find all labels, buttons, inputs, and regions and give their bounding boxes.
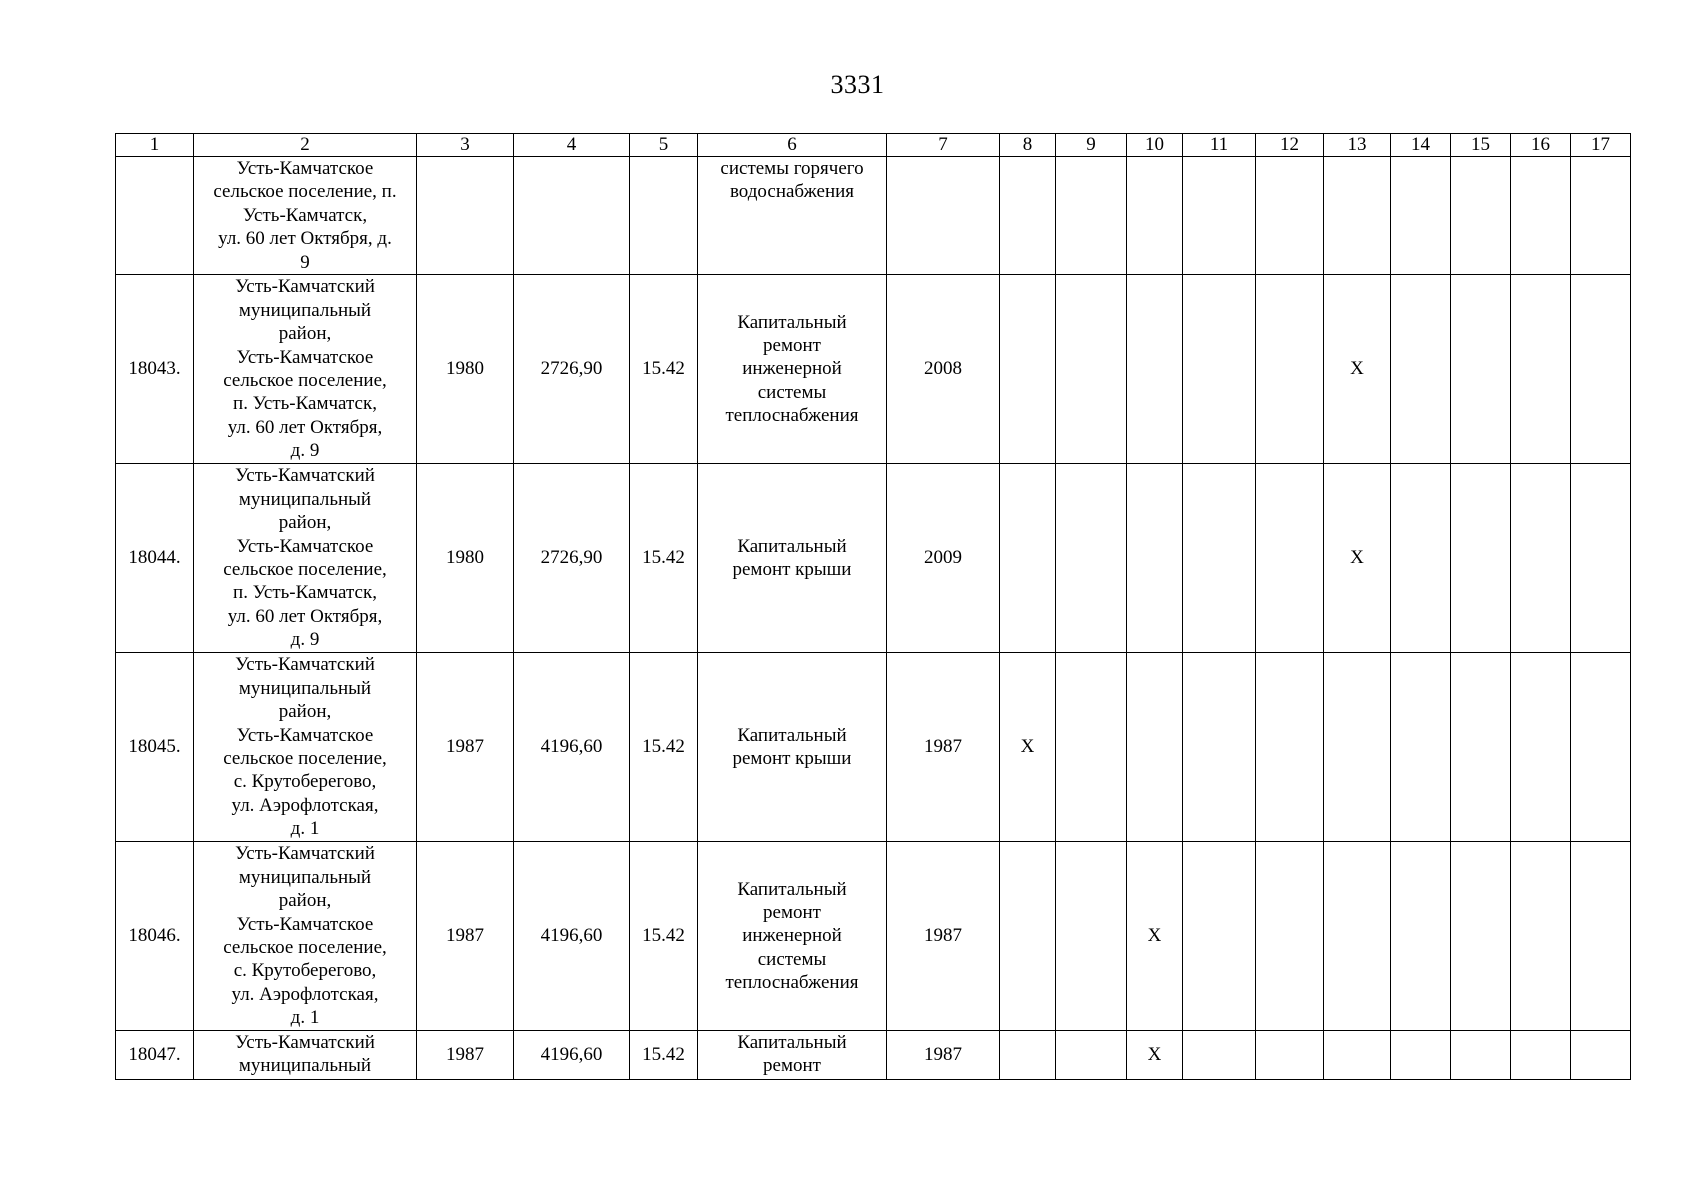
mark-cell <box>1451 1031 1511 1080</box>
code-cell <box>630 1031 698 1080</box>
mark-cell <box>1571 1031 1631 1080</box>
row-number <box>116 653 194 842</box>
construction-year-cell-text: 1987 <box>446 736 484 758</box>
code-cell <box>630 464 698 653</box>
row-number <box>116 157 194 275</box>
mark-cell <box>1256 1031 1324 1080</box>
column-header: 12 <box>1256 134 1324 157</box>
mark-cell <box>1056 464 1127 653</box>
mark-cell: X <box>1127 842 1183 1031</box>
column-header: 7 <box>887 134 1000 157</box>
repair-register-table <box>115 133 1631 1080</box>
address-cell-text: Усть-Камчатский муниципальный район, Усть-Камчатское сельское поселение, п. Усть-Камчатск, ул. 60 лет Октября, д. 9 <box>223 465 387 651</box>
address-cell-text: Усть-Камчатское сельское поселение, п. Усть-Камчатск, ул. 60 лет Октября, д. 9 <box>213 158 397 273</box>
mark-cell: X <box>1324 275 1391 464</box>
mark-cell <box>1056 157 1127 275</box>
mark-cell <box>1571 275 1631 464</box>
area-cell <box>514 275 630 464</box>
area-cell <box>514 464 630 653</box>
construction-year-cell-text: 1980 <box>446 547 484 569</box>
work-type-cell-text: Капитальный ремонт инженерной системы теплоснабжения <box>725 878 859 994</box>
row-number <box>116 464 194 653</box>
work-type-cell-text: Капитальный ремонт крыши <box>732 535 852 581</box>
mark-cell <box>1451 653 1511 842</box>
mark-cell <box>1511 1031 1571 1080</box>
construction-year-cell-text: 1980 <box>446 358 484 380</box>
mark-cell: X <box>1127 1031 1183 1080</box>
mark-cell <box>1183 842 1256 1031</box>
code-cell-text: 15.42 <box>642 1044 685 1066</box>
row-number-text: 18047. <box>128 1044 181 1066</box>
address-cell <box>194 464 417 653</box>
work-year-cell-text: 2009 <box>924 547 962 569</box>
table-row <box>116 653 1631 842</box>
mark-cell <box>1000 464 1056 653</box>
work-year-cell <box>887 275 1000 464</box>
mark-cell <box>1391 842 1451 1031</box>
work-type-cell <box>698 275 887 464</box>
mark-cell <box>1000 157 1056 275</box>
work-year-cell-text: 1987 <box>924 925 962 947</box>
column-header: 15 <box>1451 134 1511 157</box>
mark-cell <box>1256 653 1324 842</box>
mark-cell <box>1324 842 1391 1031</box>
row-number <box>116 842 194 1031</box>
mark-cell <box>1571 157 1631 275</box>
mark-cell <box>1511 842 1571 1031</box>
column-header: 4 <box>514 134 630 157</box>
mark-cell <box>1571 653 1631 842</box>
mark-cell <box>1183 1031 1256 1080</box>
code-cell-text: 15.42 <box>642 358 685 380</box>
mark-cell: X <box>1324 464 1391 653</box>
mark-cell <box>1391 1031 1451 1080</box>
row-number-text: 18043. <box>128 358 181 380</box>
work-year-cell-text: 1987 <box>924 736 962 758</box>
mark-cell <box>1391 275 1451 464</box>
address-cell-text: Усть-Камчатский муниципальный район, Усть-Камчатское сельское поселение, с. Крутоберегово, ул. Аэрофлотская, д. 1 <box>223 654 387 840</box>
mark-cell <box>1511 653 1571 842</box>
column-header: 3 <box>417 134 514 157</box>
code-cell <box>630 653 698 842</box>
address-cell <box>194 842 417 1031</box>
table-row <box>116 1031 1631 1080</box>
area-cell-text: 4196,60 <box>540 736 603 758</box>
mark-cell <box>1127 275 1183 464</box>
mark-cell <box>1183 275 1256 464</box>
mark-cell <box>1391 464 1451 653</box>
mark-cell <box>1391 653 1451 842</box>
column-header: 9 <box>1056 134 1127 157</box>
area-cell-text: 2726,90 <box>540 547 603 569</box>
mark-cell <box>1056 275 1127 464</box>
area-cell-text: 4196,60 <box>540 1044 603 1066</box>
work-type-cell <box>698 842 887 1031</box>
mark-cell <box>1571 464 1631 653</box>
mark-cell <box>1451 275 1511 464</box>
area-cell-text: 2726,90 <box>540 358 603 380</box>
work-type-cell <box>698 157 887 275</box>
construction-year-cell <box>417 842 514 1031</box>
area-cell <box>514 1031 630 1080</box>
mark-cell <box>1056 842 1127 1031</box>
table-row <box>116 464 1631 653</box>
mark-cell <box>1256 157 1324 275</box>
construction-year-cell <box>417 653 514 842</box>
code-cell-text: 15.42 <box>642 736 685 758</box>
area-cell <box>514 157 630 275</box>
work-year-cell <box>887 1031 1000 1080</box>
column-header: 2 <box>194 134 417 157</box>
mark-cell <box>1324 157 1391 275</box>
mark-cell <box>1511 464 1571 653</box>
work-type-cell-text: Капитальный ремонт <box>737 1032 847 1077</box>
column-header: 16 <box>1511 134 1571 157</box>
code-cell <box>630 157 698 275</box>
mark-cell <box>1183 157 1256 275</box>
code-cell <box>630 275 698 464</box>
column-header: 8 <box>1000 134 1056 157</box>
work-year-cell-text: 2008 <box>924 358 962 380</box>
row-number <box>116 1031 194 1080</box>
table-row <box>116 842 1631 1031</box>
work-year-cell <box>887 653 1000 842</box>
address-cell <box>194 1031 417 1080</box>
construction-year-cell <box>417 1031 514 1080</box>
work-type-cell-text: Капитальный ремонт крыши <box>732 724 852 770</box>
mark-cell <box>1183 653 1256 842</box>
mark-cell <box>1571 842 1631 1031</box>
column-header: 6 <box>698 134 887 157</box>
mark-cell <box>1256 464 1324 653</box>
address-cell <box>194 275 417 464</box>
work-year-cell <box>887 464 1000 653</box>
address-cell-text: Усть-Камчатский муниципальный район, Усть-Камчатское сельское поселение, п. Усть-Камчатск, ул. 60 лет Октября, д. 9 <box>223 276 387 462</box>
mark-cell <box>1127 464 1183 653</box>
work-type-cell <box>698 464 887 653</box>
address-cell-text: Усть-Камчатский муниципальный район, Усть-Камчатское сельское поселение, с. Крутоберегово, ул. Аэрофлотская, д. 1 <box>223 843 387 1029</box>
mark-cell <box>1000 1031 1056 1080</box>
address-cell <box>194 653 417 842</box>
row-number-text: 18046. <box>128 925 181 947</box>
mark-cell <box>1391 157 1451 275</box>
mark-cell <box>1451 464 1511 653</box>
page-number: 3331 <box>830 70 885 99</box>
row-number-text: 18045. <box>128 736 181 758</box>
work-type-cell <box>698 1031 887 1080</box>
work-year-cell <box>887 157 1000 275</box>
address-cell-text: Усть-Камчатский муниципальный <box>235 1032 375 1077</box>
column-header: 5 <box>630 134 698 157</box>
construction-year-cell-text: 1987 <box>446 1044 484 1066</box>
column-header: 13 <box>1324 134 1391 157</box>
row-number <box>116 275 194 464</box>
mark-cell <box>1000 842 1056 1031</box>
work-type-cell-text: системы горячего водоснабжения <box>720 158 864 203</box>
work-year-cell <box>887 842 1000 1031</box>
mark-cell <box>1183 464 1256 653</box>
mark-cell <box>1127 157 1183 275</box>
work-type-cell-text: Капитальный ремонт инженерной системы теплоснабжения <box>725 311 859 427</box>
code-cell-text: 15.42 <box>642 547 685 569</box>
construction-year-cell-text: 1987 <box>446 925 484 947</box>
column-header: 10 <box>1127 134 1183 157</box>
mark-cell <box>1056 1031 1127 1080</box>
mark-cell <box>1451 842 1511 1031</box>
table-row <box>116 157 1631 275</box>
area-cell <box>514 842 630 1031</box>
mark-cell <box>1256 275 1324 464</box>
area-cell <box>514 653 630 842</box>
mark-cell <box>1324 653 1391 842</box>
mark-cell <box>1511 157 1571 275</box>
mark-cell <box>1056 653 1127 842</box>
column-header: 11 <box>1183 134 1256 157</box>
mark-cell <box>1451 157 1511 275</box>
mark-cell <box>1256 842 1324 1031</box>
code-cell-text: 15.42 <box>642 925 685 947</box>
area-cell-text: 4196,60 <box>540 925 603 947</box>
table-header-row <box>116 134 1631 157</box>
column-header: 14 <box>1391 134 1451 157</box>
mark-cell <box>1127 653 1183 842</box>
column-header: 17 <box>1571 134 1631 157</box>
mark-cell: X <box>1000 653 1056 842</box>
construction-year-cell <box>417 275 514 464</box>
mark-cell <box>1324 1031 1391 1080</box>
work-year-cell-text: 1987 <box>924 1044 962 1066</box>
row-number-text: 18044. <box>128 547 181 569</box>
address-cell <box>194 157 417 275</box>
column-header: 1 <box>116 134 194 157</box>
construction-year-cell <box>417 157 514 275</box>
code-cell <box>630 842 698 1031</box>
construction-year-cell <box>417 464 514 653</box>
mark-cell <box>1511 275 1571 464</box>
work-type-cell <box>698 653 887 842</box>
table-row <box>116 275 1631 464</box>
mark-cell <box>1000 275 1056 464</box>
